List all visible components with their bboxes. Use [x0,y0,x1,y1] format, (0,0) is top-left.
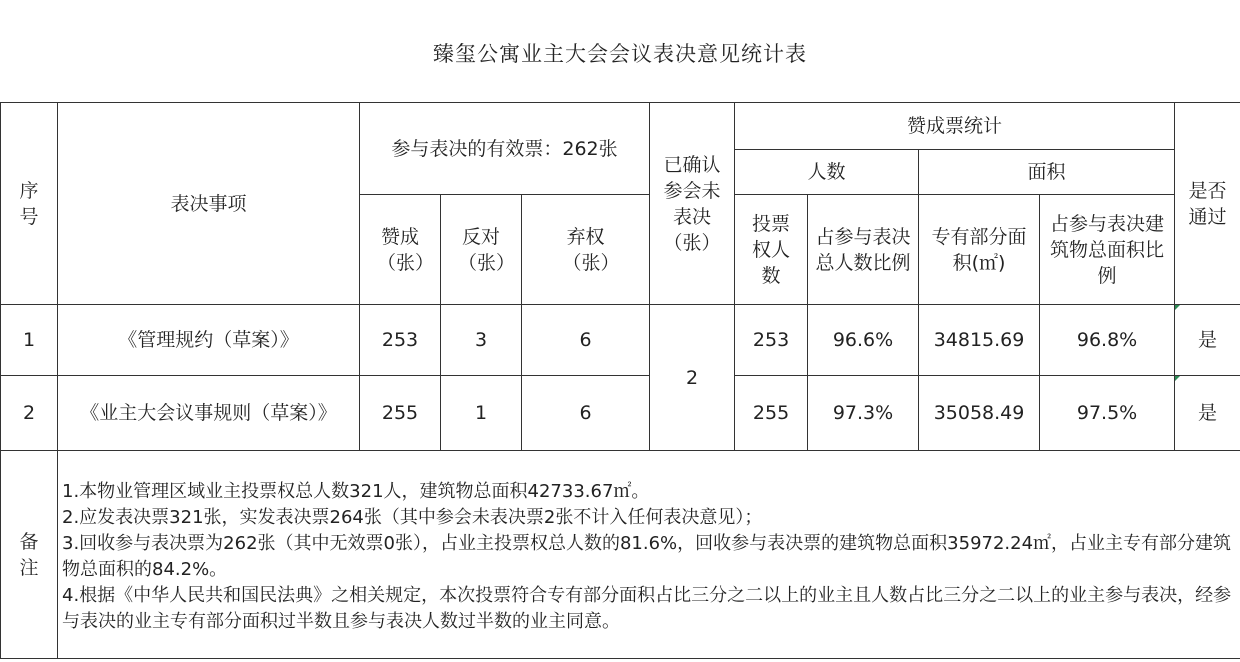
header-area: 面积 [919,150,1175,195]
page-title: 臻玺公寓业主大会会议表决意见统计表 [433,42,807,66]
row-passed: 是 [1175,305,1240,376]
note-line: 1.本物业管理区域业主投票权总人数321人，建筑物总面积42733.67㎡。 [62,480,650,502]
confirmed-absent-value: 2 [650,305,735,451]
row-abstain: 6 [522,305,650,376]
notes-row [1,451,1240,659]
table-row [1,376,1240,451]
row-against: 3 [441,305,522,376]
notes-label: 备注 [1,451,58,659]
row-abstain: 6 [522,376,650,451]
header-against: 反对（张） [441,195,522,305]
row-people-ratio: 96.6% [808,305,919,376]
header-people: 人数 [735,150,919,195]
header-abstain: 弃权（张） [522,195,650,305]
header-matter: 表决事项 [58,103,360,305]
row-exclusive-area: 35058.49 [919,376,1040,451]
header-approve-stats: 赞成票统计 [735,103,1175,150]
row-seq: 2 [1,376,58,451]
row-voting-people: 253 [735,305,808,376]
row-approve: 255 [360,376,441,451]
header-valid-votes: 参与表决的有效票：262张 [360,103,650,195]
row-matter: 《业主大会议事规则（草案）》 [58,376,360,451]
notes-content [58,451,1240,659]
row-area-ratio: 97.5% [1040,376,1175,451]
row-seq: 1 [1,305,58,376]
header-seq: 序号 [1,103,58,305]
header-approve: 赞成（张） [360,195,441,305]
header-people-ratio: 占参与表决总人数比例 [808,195,919,305]
row-exclusive-area: 34815.69 [919,305,1040,376]
note-line: 3.回收参与表决票为262张（其中无效票0张），占业主投票权总人数的81.6%，回收参与表决票的建筑物总面积35972.24㎡，占业主专有部分建筑物总面积的84.2%。 [62,532,1232,580]
header-area-ratio: 占参与表决建筑物总面积比例 [1040,195,1175,305]
header-exclusive-area: 专有部分面积(㎡) [919,195,1040,305]
table-row [1,305,1240,376]
note-line: 4.根据《中华人民共和国民法典》之相关规定，本次投票符合专有部分面积占比三分之二以上的业主且人数占比三分之二以上的业主参与表决，经参与表决的业主专有部分面积过半数且参与表决人数过半数的业主同意。 [62,584,1232,632]
row-approve: 253 [360,305,441,376]
vote-statistics-table [0,102,1240,659]
row-against: 1 [441,376,522,451]
row-people-ratio: 97.3% [808,376,919,451]
header-voting-people: 投票权人数 [735,195,808,305]
row-matter: 《管理规约（草案）》 [58,305,360,376]
row-voting-people: 255 [735,376,808,451]
header-confirmed-absent: 已确认参会未表决（张） [650,103,735,305]
row-passed: 是 [1175,376,1240,451]
header-passed: 是否通过 [1175,103,1240,305]
row-area-ratio: 96.8% [1040,305,1175,376]
note-line: 2.应发表决票321张，实发表决票264张（其中参会未表决票2张不计入任何表决意见）； [62,506,763,528]
